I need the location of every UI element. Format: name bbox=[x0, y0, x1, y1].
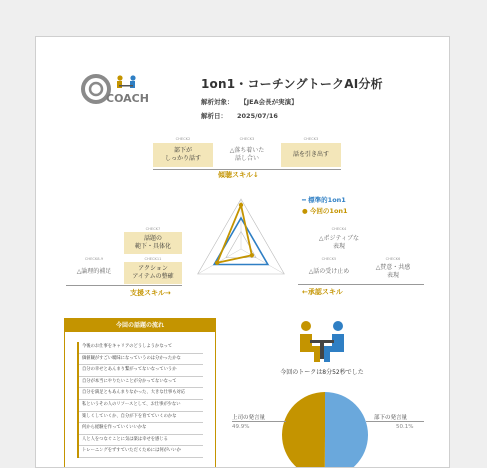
legend-current: ● 今回の1on1 bbox=[302, 207, 348, 215]
chart-legend bbox=[302, 195, 348, 217]
date-value: 2025/07/16 bbox=[237, 112, 278, 120]
check-item: 話を引き出す bbox=[281, 143, 341, 167]
check-item: △話の受け止め bbox=[308, 267, 350, 275]
boss-speech-label: 上司の発言量 bbox=[232, 415, 266, 421]
check-id: CHECK7 bbox=[145, 227, 161, 231]
check-item: △落ち着いた 話し合い bbox=[229, 146, 265, 162]
topic-item: 自分を満足ともあんまりなかった、大きな仕事も対応 bbox=[79, 388, 203, 400]
radar-point-current bbox=[215, 261, 219, 265]
pie-slice-boss bbox=[282, 392, 325, 468]
subordinate-speech-label: 部下の発言量 bbox=[374, 415, 408, 421]
divider bbox=[232, 421, 286, 422]
approval-skill-label: ←承認スキル bbox=[302, 288, 343, 296]
check-item: △賛意・共感 表現 bbox=[375, 263, 411, 279]
topic-flow-title: 今回の話題の流れ bbox=[65, 319, 215, 332]
topic-item: 価値観がすごい曖昧になっていうのは分かったかな bbox=[79, 354, 203, 366]
logo-text: COACH bbox=[106, 92, 149, 105]
legend-standard: ━ 標準的1on1 bbox=[302, 196, 346, 204]
report-page bbox=[35, 36, 450, 468]
topic-item: 自分が本当にやりたいことが分かってないなって bbox=[79, 377, 203, 389]
target-value: 【JEA会長が実演】 bbox=[243, 98, 298, 106]
boss-speech-pct: 49.9% bbox=[232, 424, 250, 430]
check-id: CHECK4 bbox=[331, 227, 347, 231]
divider bbox=[366, 421, 424, 422]
radar-point-current bbox=[250, 253, 254, 257]
subordinate-speech-pct: 50.1% bbox=[396, 424, 414, 430]
pie-slice-subordinate bbox=[325, 392, 368, 468]
target-label: 解析対象： bbox=[201, 98, 234, 106]
check-id: CHECK3 bbox=[239, 137, 255, 141]
check-id: CHECK2 bbox=[175, 137, 191, 141]
talk-duration-summary: 今回のトークは8分52秒でした bbox=[280, 369, 364, 376]
topic-item: 何から経験を作っていくいいかな bbox=[79, 423, 203, 435]
topic-item: 今後のお仕事をキャリアのどうしようかなって bbox=[79, 342, 203, 354]
check-id: CHECK3 bbox=[303, 137, 319, 141]
topic-item: 人と人をつなぐことに気は楽は幸せを感じる bbox=[79, 435, 203, 447]
speech-ratio-pie bbox=[282, 371, 368, 468]
check-item: アクション アイテムの整確 bbox=[124, 262, 182, 284]
topic-flow-list bbox=[77, 342, 203, 458]
listening-skill-label: 傾聴スキル↓ bbox=[218, 171, 259, 179]
check-id: CHECK8-9 bbox=[84, 257, 104, 261]
report-title: 1on1・コーチングトークAI分析 bbox=[201, 77, 383, 91]
radar-point-current bbox=[239, 203, 243, 207]
topic-item: 楽しくしていくか、自分が下を育てていくのかな bbox=[79, 412, 203, 424]
topic-item: 私というその人のリソースとして、お仕事が少ない bbox=[79, 400, 203, 412]
topic-item: 自分の幸せとあんまり繋がってないなっていうか bbox=[79, 365, 203, 377]
check-id: CHECK6 bbox=[385, 257, 401, 261]
topic-flow-panel bbox=[64, 318, 216, 468]
divider bbox=[298, 284, 424, 285]
check-id: CHECK11 bbox=[144, 257, 162, 261]
check-item: 部下が しっかり話す bbox=[153, 143, 213, 167]
divider bbox=[66, 285, 182, 286]
check-item: △ポジティブな 表現 bbox=[318, 234, 360, 250]
radar-chart bbox=[176, 187, 306, 287]
check-item: 話題の 範下・具体化 bbox=[124, 232, 182, 254]
date-row bbox=[201, 111, 278, 120]
topic-item: トレーニングをずすていただくためには何がいいか bbox=[79, 446, 203, 458]
radar-axis bbox=[241, 249, 284, 274]
target-row bbox=[201, 97, 298, 106]
date-label: 解析日： bbox=[201, 112, 227, 120]
two-people-talking-icon bbox=[292, 320, 352, 366]
radar-series-current bbox=[217, 205, 252, 263]
support-skill-label: 支援スキル→ bbox=[130, 289, 171, 297]
check-item: △論理的補足 bbox=[76, 267, 112, 275]
check-id: CHECK5 bbox=[321, 257, 337, 261]
